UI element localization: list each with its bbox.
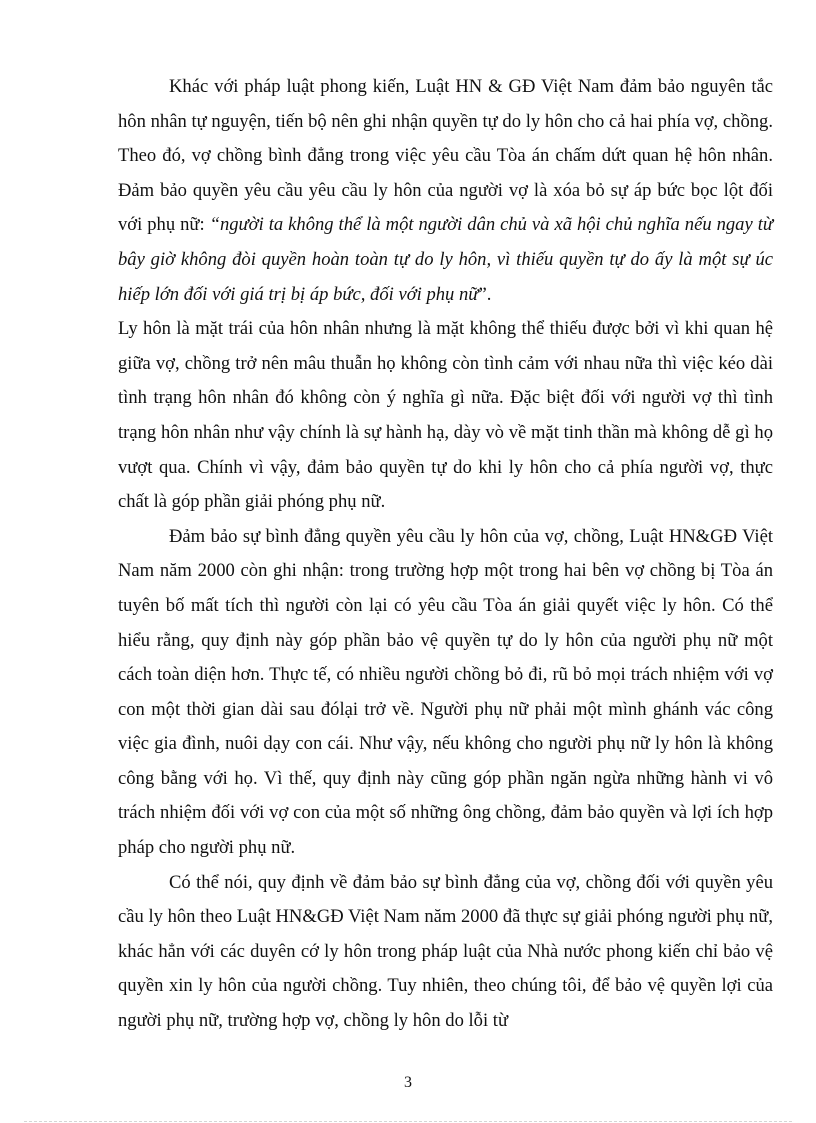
paragraph-2: Ly hôn là mặt trái của hôn nhân nhưng là mặt không thể thiếu được bởi vì khi quan hệ giữa vợ, chồng trở nên mâu thuẫn họ không còn tình cảm với nhau nữa thì việc kéo dài tình trạng hôn nhân đó không còn ý nghĩa gì nữa. Đặc biệt đối với người vợ thì tình trạng hôn nhân như vậy chính là sự hành hạ, dày vò về mặt tinh thần mà không dễ gì họ vượt qua. Chính vì vậy, đảm bảo quyền tự do khi ly hôn cho cả phía người vợ, thực chất là góp phần giải phóng phụ nữ.	[118, 318, 773, 513]
paragraph-4: Có thể nói, quy định về đảm bảo sự bình đẳng của vợ, chồng đối với quyền yêu cầu ly hôn theo Luật HN&GĐ Việt Nam năm 2000 đã thực sự giải phóng người phụ nữ, khác hẳn với các duyên cớ ly hôn trong pháp luật của Nhà nước phong kiến chỉ bảo vệ quyền xin ly hôn của người chồng. Tuy nhiên, theo chúng tôi, để bảo vệ quyền lợi của người phụ nữ, trường hợp vợ, chồng ly hôn do lỗi từ	[118, 871, 773, 1032]
paragraph-1-quote-end: ”.	[478, 283, 492, 305]
paragraph-1	[118, 70, 773, 312]
page-number: 3	[404, 1074, 412, 1091]
document-body	[118, 70, 773, 1039]
paragraph-3: Đảm bảo sự bình đẳng quyền yêu cầu ly hôn của vợ, chồng, Luật HN&GĐ Việt Nam năm 2000 còn ghi nhận: trong trường hợp một trong hai bên vợ chồng bị Tòa án tuyên bố mất tích thì người còn lại có yêu cầu Tòa án giải quyết việc ly hôn. Có thể hiểu rằng, quy định này góp phần bảo vệ quyền tự do ly hôn của người phụ nữ một cách toàn diện hơn. Thực tế, có nhiều người chồng bỏ đi, rũ bỏ mọi trách nhiệm với vợ con một thời gian dài sau đólại trở về. Người phụ nữ phải một mình ghánh vác công việc gia đình, nuôi dạy con cái. Như vậy, nếu không cho người phụ nữ ly hôn là không công bằng với họ. Vì thế, quy định này cũng góp phần ngăn ngừa những hành vi vô trách nhiệm đối với vợ con của một số những ông chồng, đảm bảo quyền và lợi ích hợp pháp cho người phụ nữ.	[118, 525, 773, 859]
paragraph-1-quote: “người ta không thể là một người dân chủ và xã hội chủ nghĩa nếu ngay từ bây giờ không đòi quyền hoàn toàn tự do ly hôn, vì thiếu quyền tự do ấy là một sự úc hiếp lớn đối với giá trị bị áp bức, đối với phụ nữ	[118, 214, 773, 305]
paragraph-1-text: Khác với pháp luật phong kiến, Luật HN & GĐ Việt Nam đảm bảo nguyên tắc hôn nhân tự nguyện, tiến bộ nên ghi nhận quyền tự do ly hôn cho cả hai phía vợ, chồng. Theo đó, vợ chồng bình đẳng trong việc yêu cầu Tòa án chấm dứt quan hệ hôn nhân. Đảm bảo quyền yêu cầu yêu cầu ly hôn của người vợ là xóa bỏ sự áp bức bọc lột đối với phụ nữ:	[118, 76, 773, 236]
page-bottom-divider	[24, 1121, 792, 1122]
